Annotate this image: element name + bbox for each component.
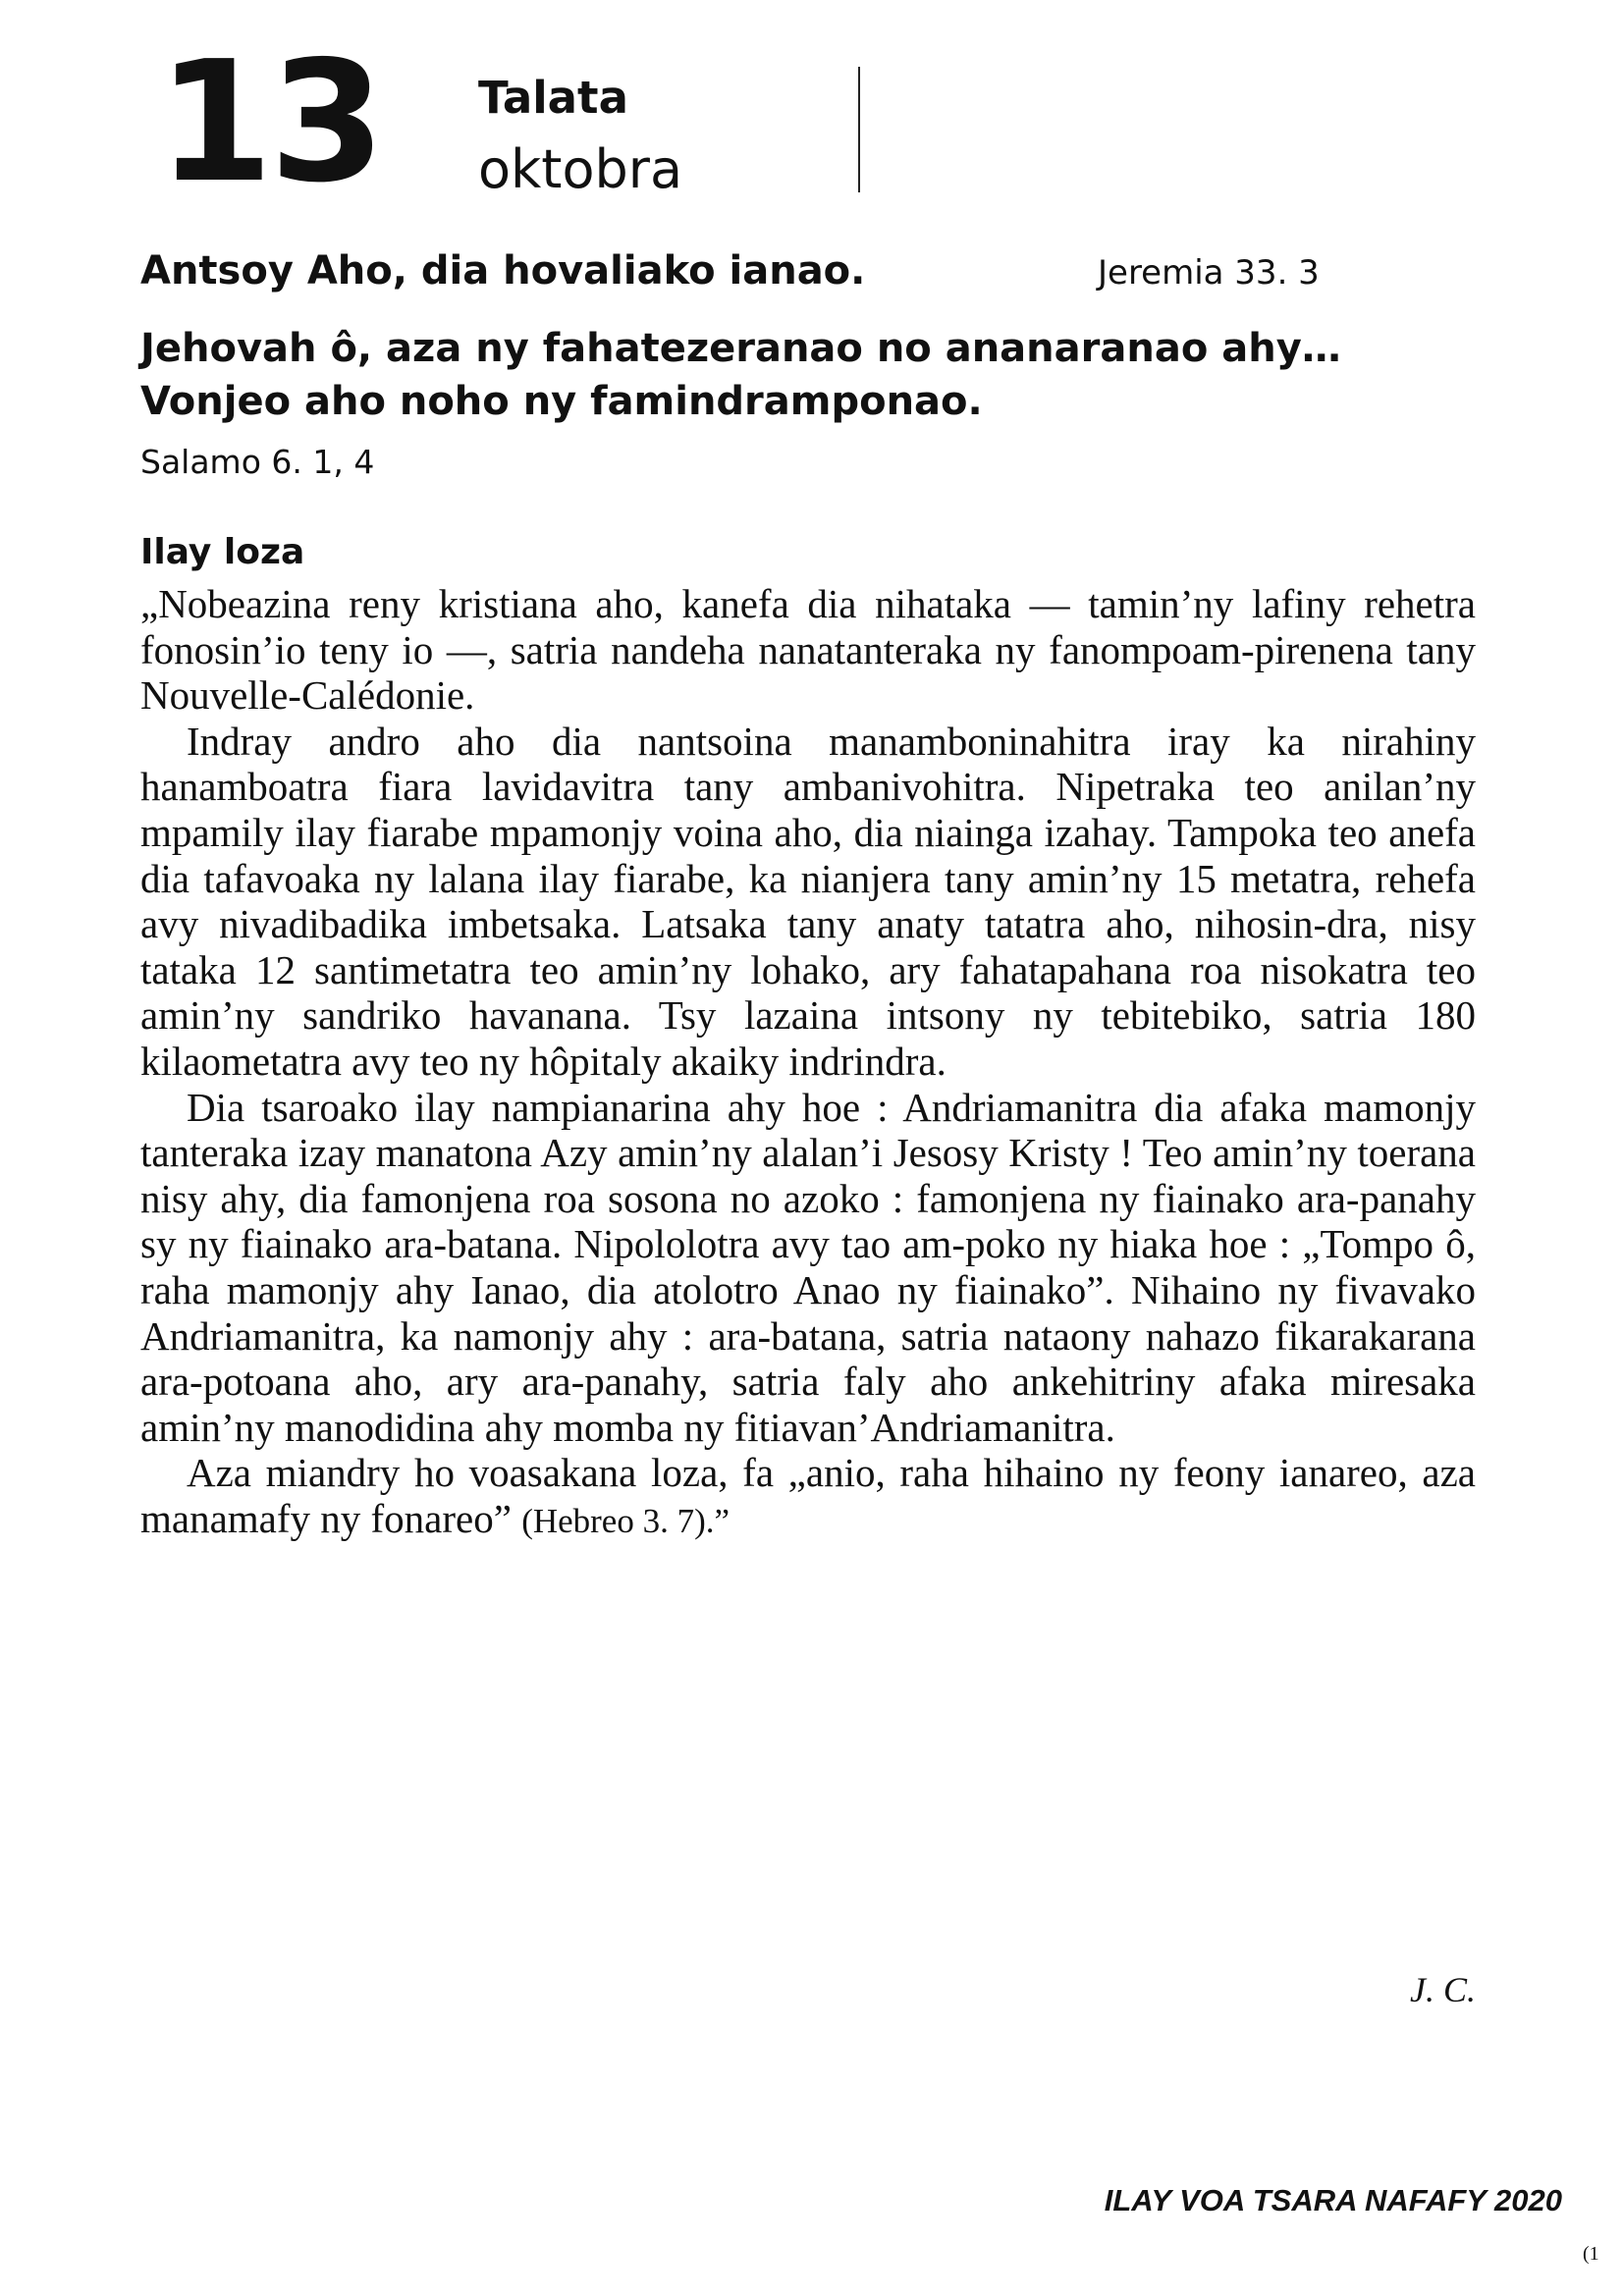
- day-number: 13: [157, 26, 382, 220]
- article-heading: Ilay loza: [140, 532, 305, 572]
- page-mark: (1: [1583, 2243, 1599, 2265]
- verse-1-text: Antsoy Aho, dia hovaliako ianao.: [140, 248, 866, 294]
- article-body: [140, 581, 1476, 1544]
- article-paragraph-last: [140, 1450, 1476, 1544]
- verse-1-reference: Jeremia 33. 3: [1098, 253, 1320, 293]
- footer-title: ILAY VOA TSARA NAFAFY 2020: [1104, 2183, 1562, 2217]
- bible-reference: (Hebreo 3. 7).”: [521, 1501, 730, 1540]
- article-paragraph: Indray andro aho dia nantsoina manamboninahitra iray ka nirahiny hanamboatra fiara lavidavitra tany ambanivohitra. Nipetraka teo anilan’ny mpamily ilay fiarabe mpamonjy voina aho, dia niainga izahay. Tampoka teo anefa dia tafavoaka ny lalana ilay fiarabe, ka nianjera tany amin’ny 15 metatra, rehefa avy nivadibadika imbetsaka. Latsaka tany anaty tatatra aho, nihosin-dra, nisy tataka 12 santimetatra teo amin’ny lohako, ary fahatapahana roa nisokatra teo amin’ny sandriko havanana. Tsy lazaina intsony ny tebitebiko, satria 180 kilaometatra avy teo ny hôpitaly akaiky indrindra.: [140, 718, 1476, 1084]
- header-divider: [858, 67, 860, 192]
- verse-2-text: Jehovah ô, aza ny fahatezeranao no ananaranao ahy… Vonjeo aho noho ny famindramponao.: [140, 326, 1341, 424]
- weekday: Talata: [478, 72, 628, 124]
- article-paragraph: „Nobeazina reny kristiana aho, kanefa dia nihataka — tamin’ny lafiny rehetra fonosin’io teny io —, satria nandeha nanatanteraka ny fanompoam-pirenena tany Nouvelle-Calédonie.: [140, 581, 1476, 719]
- month: oktobra: [478, 138, 683, 200]
- article-paragraph: Dia tsaroako ilay nampianarina ahy hoe : Andriamanitra dia afaka mamonjy tanteraka izay manatona Azy amin’ny alalan’i Jesosy Kristy ! Teo amin’ny toerana nisy ahy, dia famonjena roa sosona no azoko : famonjena ny fiainako ara-panahy sy ny fiainako ara-batana. Nipololotra avy tao am-poko ny hiaka hoe : „Tompo ô, raha mamonjy ahy Ianao, dia atolotro Anao ny fiainako”. Nihaino ny fivavako Andriamanitra, ka namonjy ahy : ara-batana, satria nataony nahazo fikarakarana ara-potoana aho, ary ara-panahy, satria faly aho ankehitriny afaka miresaka amin’ny manodidina ahy momba ny fitiavan’Andriamanitra.: [140, 1084, 1476, 1450]
- verse-2-reference: Salamo 6. 1, 4: [140, 443, 375, 481]
- signature: J. C.: [1410, 1970, 1476, 2009]
- last-paragraph-text: Aza miandry ho voasakana loza, fa „anio, raha hihaino ny feony ianareo, aza manamafy ny fonareo”: [140, 1450, 1476, 1541]
